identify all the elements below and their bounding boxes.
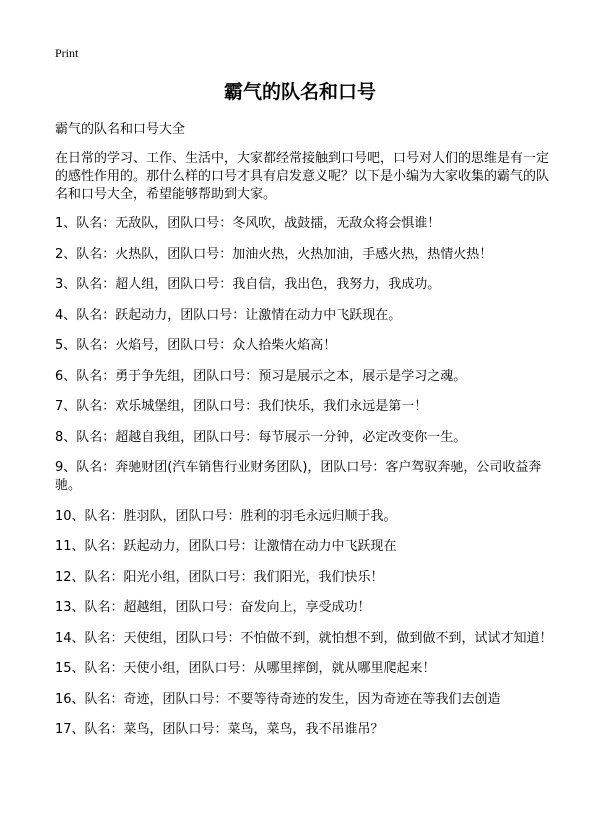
item-number: 10、 (55, 508, 85, 524)
item-number: 16、 (55, 691, 85, 707)
list-item (55, 508, 555, 526)
item-text: 队名：跃起动力，团队口号：让激情在动力中飞跃现在 (84, 539, 397, 554)
list-item (55, 569, 555, 587)
item-number: 5、 (55, 338, 77, 353)
print-link[interactable]: Print (55, 46, 79, 60)
list-item (55, 660, 555, 678)
item-text: 队名：跃起动力，团队口号：让激情在动力中飞跃现在。 (76, 307, 402, 323)
item-text: 队名：勇于争先组，团队口号：预习是展示之本，展示是学习之魂。 (76, 368, 467, 384)
page-title: 霸气的队名和口号 (223, 81, 376, 103)
item-number: 7、 (55, 399, 77, 414)
list-item (55, 398, 555, 416)
list-item (55, 337, 555, 355)
item-number: 15、 (55, 661, 85, 676)
item-text: 队名：无敌队，团队口号：冬风吹，战鼓擂，无敌众将会惧谁！ (76, 216, 441, 231)
list-item (55, 538, 555, 556)
item-text: 队名：菜鸟，团队口号：菜鸟，菜鸟，我不吊谁吊？ (84, 722, 384, 737)
list-item (55, 307, 555, 325)
list-item (55, 276, 555, 294)
item-text: 队名：超人组，团队口号：我自信，我出色，我努力，我成功。 (76, 277, 441, 292)
item-text: 队名：超越自我组，团队口号：每节展示一分钟，必定改变你一生。 (76, 429, 467, 445)
list-item (55, 691, 555, 709)
item-number: 8、 (55, 429, 77, 445)
intro-paragraph: 在日常的学习、工作、生活中，大家都经常接触到口号吧，口号对人们的思维是有一定的感性作用的。那什么样的口号才具有启发意义呢？以下是小编为大家收集的霸气的队名和口号大全，希望能够帮助到大家。 (55, 151, 550, 202)
item-text: 队名：奇迹，团队口号：不要等待奇迹的发生，因为奇迹在等我们去创造 (84, 691, 501, 707)
item-number: 4、 (55, 307, 77, 323)
item-number: 12、 (55, 569, 85, 585)
item-number: 9、 (55, 460, 77, 475)
list-item (55, 630, 555, 648)
item-text: 队名：胜羽队，团队口号：胜利的羽毛永远归顺于我。 (84, 508, 397, 524)
item-number: 6、 (55, 368, 77, 384)
list-item (55, 429, 555, 447)
list-item (55, 459, 555, 495)
list-item (55, 721, 555, 739)
list-item (55, 368, 555, 386)
item-number: 13、 (55, 600, 85, 615)
item-number: 3、 (55, 277, 77, 292)
item-text: 队名：火热队，团队口号：加油火热，火热加油，手感火热，热情火热！ (76, 246, 493, 262)
slogan-list (55, 215, 555, 752)
list-item (55, 246, 555, 264)
item-text: 队名：奔驰财团(汽车销售行业财务团队)，团队口号：客户驾驭奔驰，公司收益奔驰。 (55, 460, 542, 493)
item-text: 队名：天使组，团队口号：不怕做不到，就怕想不到，做到做不到，试试才知道！ (84, 630, 553, 646)
item-text: 队名：超越组，团队口号：奋发向上，享受成功！ (84, 600, 371, 615)
item-number: 14、 (55, 630, 85, 646)
list-item (55, 215, 555, 233)
item-text: 队名：欢乐城堡组，团队口号：我们快乐，我们永远是第一！ (76, 399, 428, 414)
item-text: 队名：天使小组，团队口号：从哪里摔倒，就从哪里爬起来！ (84, 661, 436, 676)
item-number: 1、 (55, 216, 77, 231)
item-number: 2、 (55, 246, 77, 262)
item-text: 队名：阳光小组，团队口号：我们阳光，我们快乐！ (84, 569, 384, 585)
item-number: 11、 (55, 539, 85, 554)
list-item (55, 599, 555, 617)
item-number: 17、 (55, 722, 85, 737)
article-subtitle: 霸气的队名和口号大全 (55, 122, 186, 137)
item-text: 队名：火焰号，团队口号：众人拾柴火焰高！ (76, 338, 337, 353)
